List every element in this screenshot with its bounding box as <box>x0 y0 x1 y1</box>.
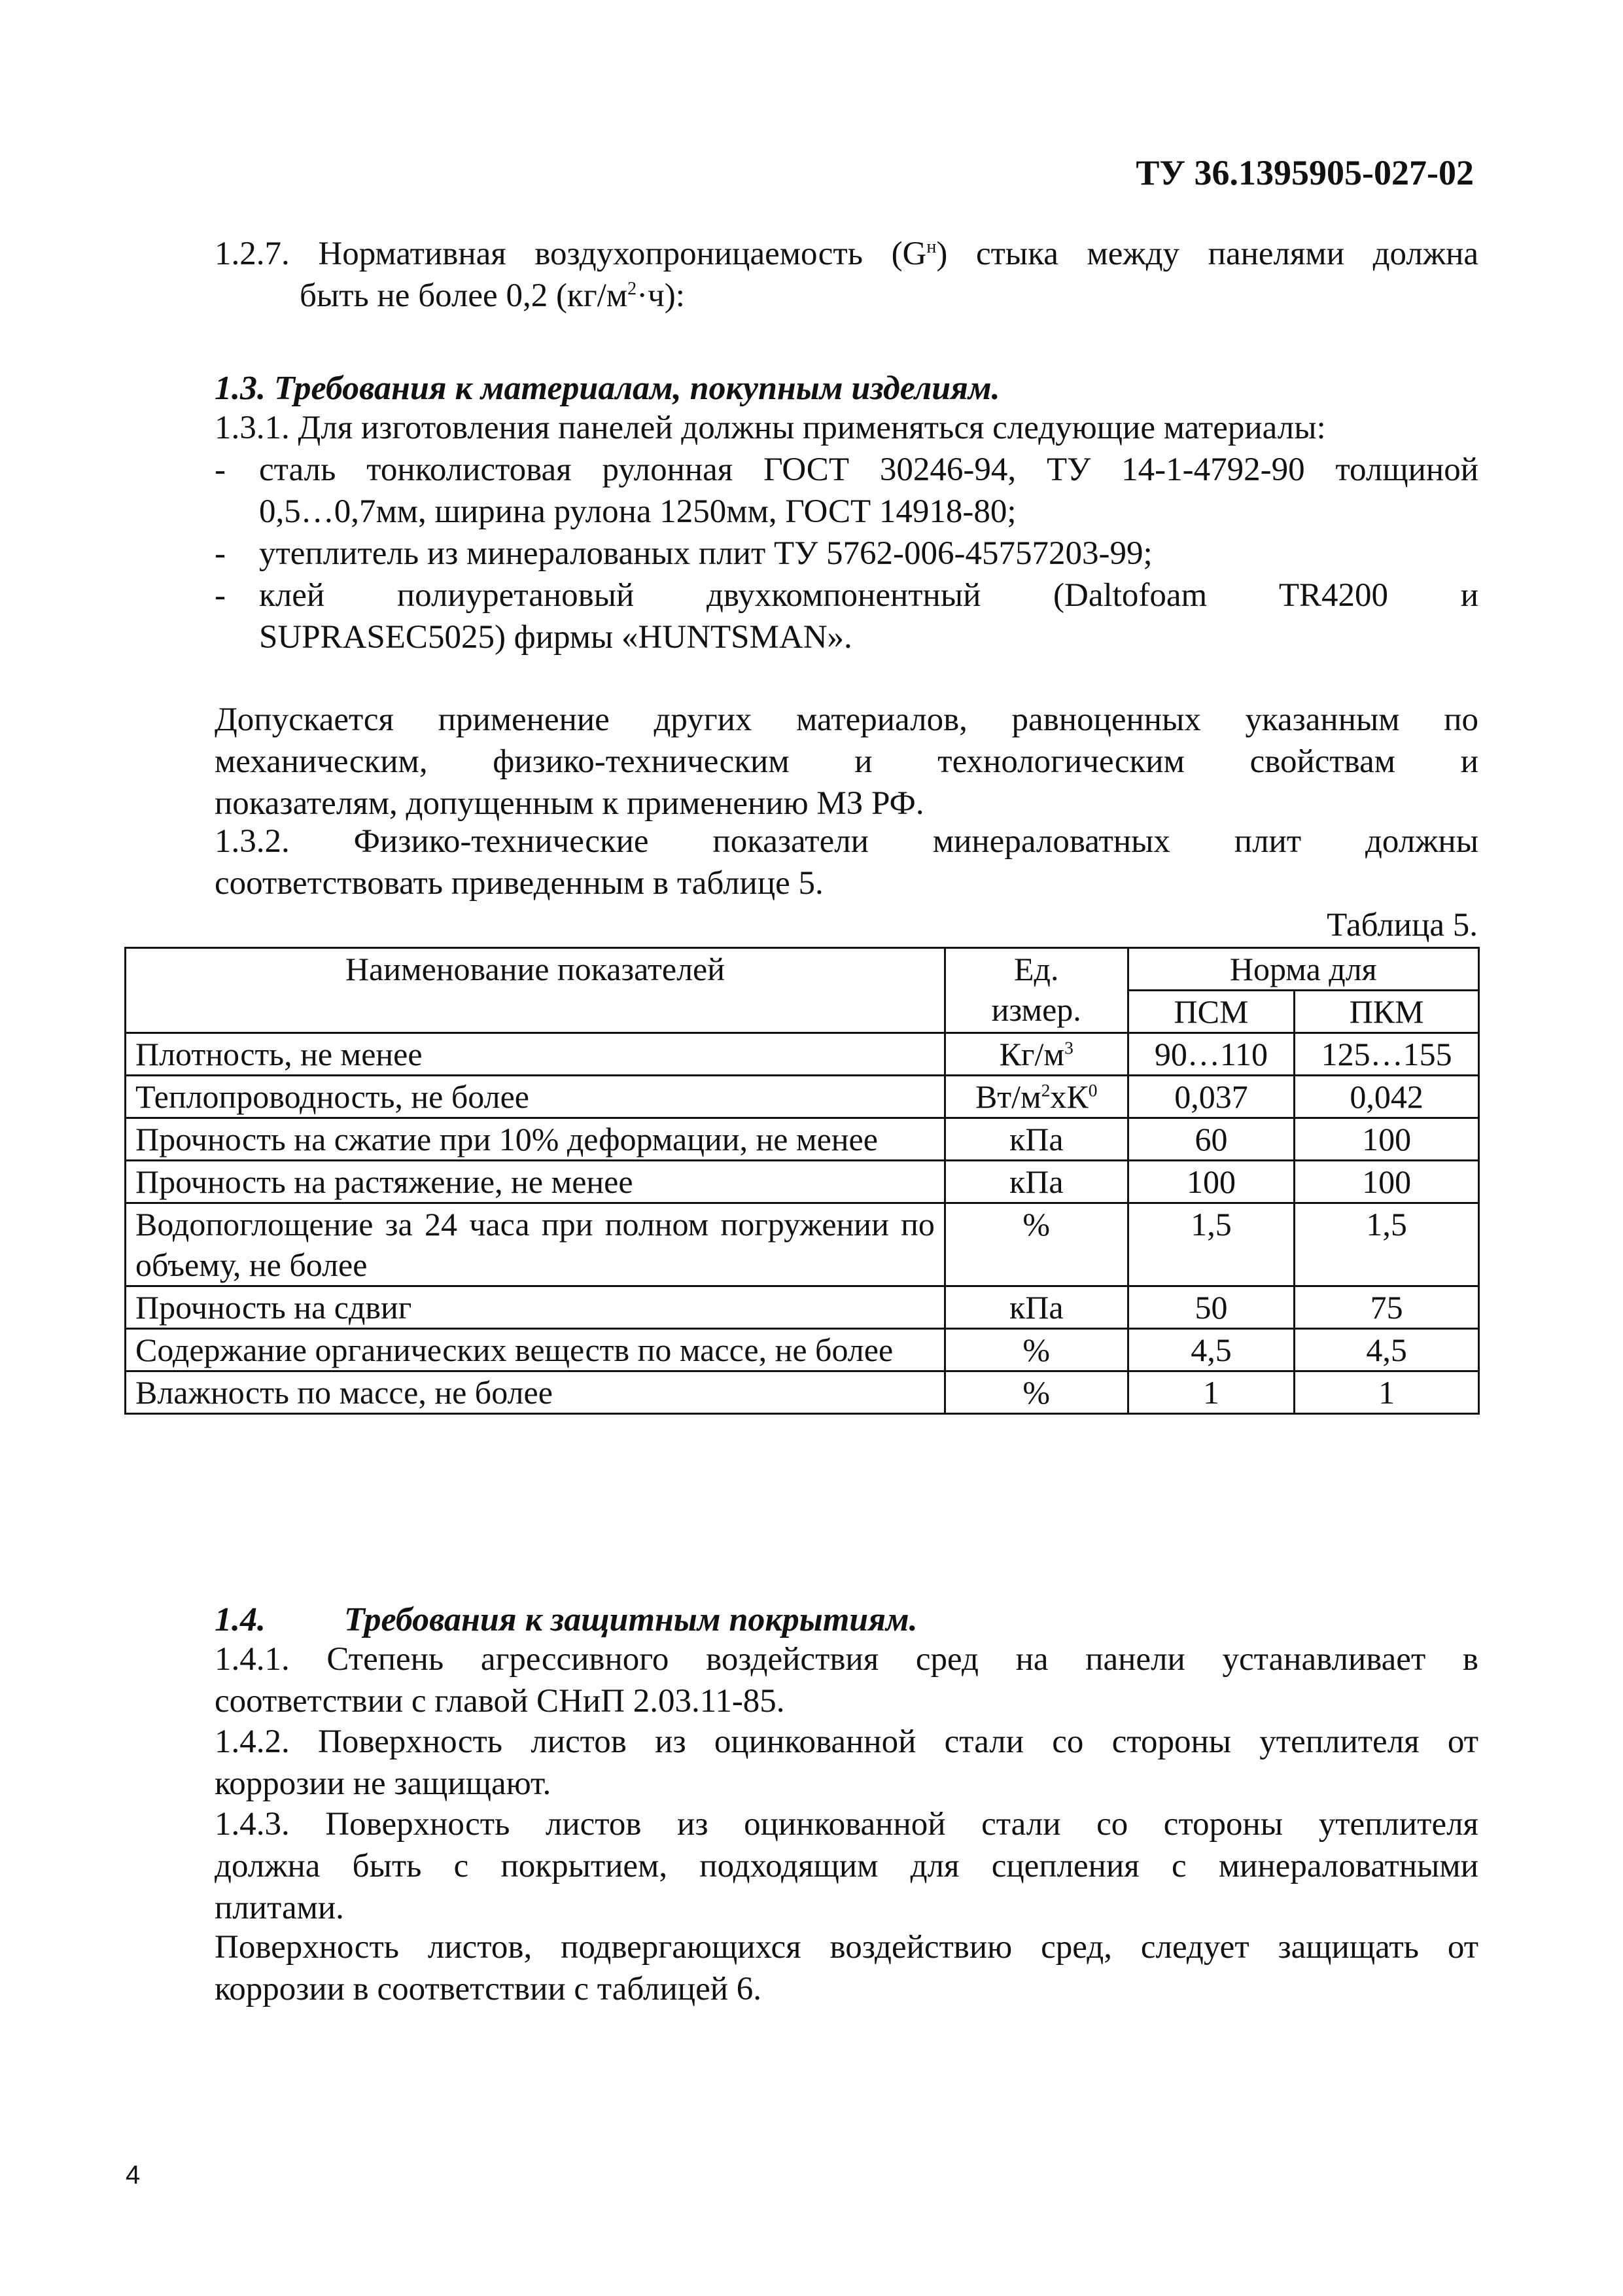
bullet-dash: - <box>215 451 226 488</box>
row-pkm: 4,5 <box>1295 1329 1479 1371</box>
row-unit: $Вт/м^2хК^0$ <box>945 1076 1128 1118</box>
row-psm: 1 <box>1128 1371 1295 1414</box>
item-1-4-1: 1.4.1. Степень агрессивного воздействия сред на панели устанавливает в соответствии с главой СНиП 2.03.11-85. <box>215 1641 1478 1720</box>
row-unit: кПа <box>945 1118 1128 1161</box>
row-pkm: 100 <box>1295 1161 1479 1203</box>
row-psm: 100 <box>1128 1161 1295 1203</box>
table-header-row <box>126 948 1479 991</box>
row-name: Прочность на растяжение, не менее <box>126 1161 945 1203</box>
material-bullet-insulation: - утеплитель из минералованых плит ТУ 5762-006-45757203-99; <box>215 533 1478 574</box>
header-name: Наименование показателей <box>126 948 945 1033</box>
table-5 <box>124 947 1480 1415</box>
table-row <box>126 1329 1479 1371</box>
row-psm: 4,5 <box>1128 1329 1295 1371</box>
header-pkm: ПКМ <box>1295 991 1479 1033</box>
section-1-4-title: 1.4. Требования к защитным покрытиям. <box>215 1601 918 1638</box>
table-row <box>126 1033 1479 1076</box>
row-name: Содержание органических веществ по массе, не более <box>126 1329 945 1371</box>
row-psm: 60 <box>1128 1118 1295 1161</box>
row-name: Теплопроводность, не более <box>126 1076 945 1118</box>
table-row <box>126 1203 1479 1286</box>
item-1-4-2: 1.4.2. Поверхность листов из оцинкованной стали со стороны утеплителя от коррозии не защищают. <box>215 1723 1478 1802</box>
row-unit: % <box>945 1371 1128 1414</box>
row-psm: 0,037 <box>1128 1076 1295 1118</box>
row-name: Водопоглощение за 24 часа при полном погружении по объему, не более <box>126 1203 945 1286</box>
surface-protection-paragraph: Поверхность листов, подвергающихся воздействию сред, следует защищать от коррозии в соответствии с таблицей 6. <box>215 1929 1478 2007</box>
item-1-3-1: 1.3.1. Для изготовления панелей должны применяться следующие материалы: <box>215 410 1326 446</box>
row-pkm: 0,042 <box>1295 1076 1479 1118</box>
bullet-dash: - <box>215 535 226 572</box>
row-pkm: 100 <box>1295 1118 1479 1161</box>
table-caption: Таблица 5. <box>1327 907 1478 944</box>
table-row <box>126 1161 1479 1203</box>
row-psm: 50 <box>1128 1286 1295 1329</box>
table-row <box>126 1118 1479 1161</box>
row-unit: $Кг/м^3$ <box>945 1033 1128 1076</box>
row-psm: 1,5 <box>1128 1203 1295 1286</box>
header-psm: ПСМ <box>1128 991 1295 1033</box>
allowed-materials-paragraph: Допускается применение других материалов, равноценных указанным по механическим, физико-техническим и технологическим свойствам и показателям, допущенным к применению МЗ РФ. <box>215 701 1478 822</box>
table-row <box>126 1371 1479 1414</box>
material-bullet-steel: - сталь тонколистовая рулонная ГОСТ 30246-94, ТУ 14-1-4792-90 толщиной 0,5…0,7мм, ширина рулона 1250мм, ГОСТ 14918-80; <box>215 449 1478 533</box>
row-pkm: 1,5 <box>1295 1203 1479 1286</box>
table-row <box>126 1076 1479 1118</box>
row-psm: 90…110 <box>1128 1033 1295 1076</box>
header-norm: Норма для <box>1128 948 1478 991</box>
row-pkm: 75 <box>1295 1286 1479 1329</box>
row-name: Влажность по массе, не более <box>126 1371 945 1414</box>
page-number: 4 <box>126 2161 141 2189</box>
row-name: Прочность на сдвиг <box>126 1286 945 1329</box>
document-code: ТУ 36.1395905-027-02 <box>1136 153 1474 192</box>
material-bullet-glue: - клей полиуретановый двухкомпонентный (Daltofoam TR4200 и SUPRASEC5025) фирмы «HUNTSMAN». <box>215 574 1478 658</box>
row-unit: кПа <box>945 1286 1128 1329</box>
row-unit: % <box>945 1329 1128 1371</box>
table-row <box>126 1286 1479 1329</box>
row-unit: кПа <box>945 1161 1128 1203</box>
row-unit: % <box>945 1203 1128 1286</box>
item-1-4-3: 1.4.3. Поверхность листов из оцинкованной стали со стороны утеплителя должна быть с покрытием, подходящим для сцепления с минераловатными плитами. <box>215 1806 1478 1926</box>
bullet-dash: - <box>215 577 226 614</box>
row-name: Прочность на сжатие при 10% деформации, не менее <box>126 1118 945 1161</box>
item-1-3-2: 1.3.2. Физико-технические показатели минераловатных плит должны соответствовать приведенным в таблице 5. <box>215 823 1478 902</box>
row-pkm: 1 <box>1295 1371 1479 1414</box>
item-1-2-7: 1.2.7. Нормативная воздухопроницаемость $(G^н)$ стыка между панелями должна быть не более 0,2 $(кг/м^2\cdot ч)$: <box>215 236 1478 314</box>
section-1-3-title: 1.3. Требования к материалам, покупным изделиям. <box>215 370 1000 407</box>
row-name: Плотность, не менее <box>126 1033 945 1076</box>
row-pkm: 125…155 <box>1295 1033 1479 1076</box>
header-unit: Ед. измер. <box>945 948 1128 1033</box>
